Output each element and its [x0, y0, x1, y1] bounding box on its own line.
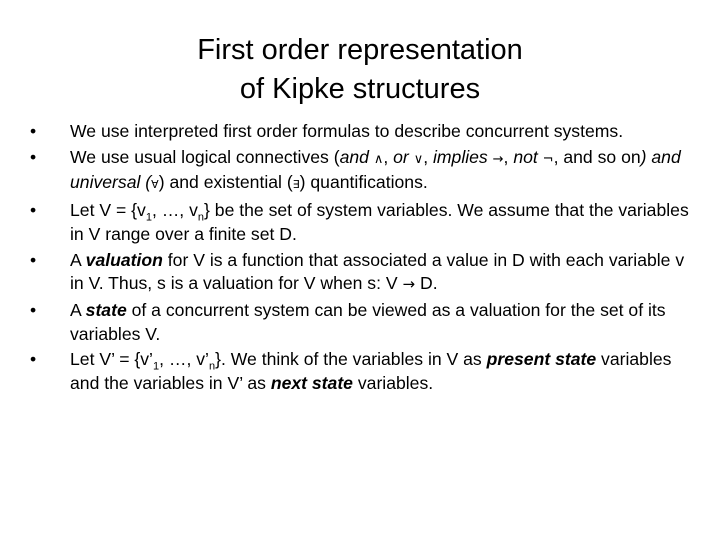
bullet-text: , …, v’ — [159, 349, 209, 370]
bullet-text: We use interpreted first order formulas to describe concurrent systems. — [70, 121, 624, 141]
bullet-text: ) and universal ( — [70, 146, 681, 193]
connective-or-word: or — [393, 146, 409, 167]
subscript: n — [197, 211, 205, 224]
bullet-text: } be the set of system variables. We assume that the variables in V range over a finite set D. — [70, 200, 689, 244]
bullet-item — [30, 348, 700, 395]
arrow-symbol: → — [402, 275, 416, 294]
not-symbol: ¬ — [542, 151, 554, 167]
term-state: state — [85, 300, 127, 321]
bullet-item — [30, 249, 700, 297]
bullet-text: ) quantifications. — [299, 172, 428, 193]
subscript: 1 — [152, 360, 160, 373]
bullet-text: A — [70, 249, 86, 270]
bullet-list — [30, 120, 700, 398]
term-next-state: next state — [270, 372, 353, 393]
connective-and-word: and — [339, 146, 369, 167]
separator: , — [503, 146, 514, 167]
subscript: n — [208, 360, 216, 373]
bullet-text: We use usual logical connectives ( — [70, 146, 340, 167]
bullet-text: , and so on — [553, 146, 641, 167]
bullet-text: variables and the variables in V’ as — [70, 349, 672, 393]
bullet-item — [30, 199, 700, 246]
bullet-text: variables. — [352, 372, 434, 393]
bullet-text: A — [70, 300, 86, 321]
bullet-marker: • — [30, 121, 37, 141]
bullet-text: ) and existential ( — [158, 172, 293, 193]
bullet-marker: • — [30, 349, 37, 370]
title-line-2: of Kipke structures — [239, 73, 481, 105]
separator: , — [423, 146, 433, 167]
slide-title — [0, 31, 720, 109]
bullet-text: }. We think of the variables in V as — [215, 349, 487, 370]
or-symbol: ∨ — [413, 151, 424, 167]
bullet-marker: • — [30, 200, 37, 221]
bullet-marker: • — [30, 146, 37, 167]
subscript: 1 — [145, 211, 152, 224]
connective-implies-word: implies — [432, 146, 488, 167]
forall-symbol: ∀ — [151, 178, 159, 192]
bullet-text: D. — [415, 273, 438, 294]
bullet-item — [30, 120, 700, 144]
bullet-item — [30, 146, 700, 197]
bullet-marker: • — [30, 300, 37, 321]
and-symbol: ∧ — [373, 151, 384, 167]
connective-not-word: not — [513, 146, 538, 167]
bullet-text: , …, v — [151, 200, 198, 221]
bullet-text: Let V = {v — [70, 200, 146, 221]
implies-symbol: → — [492, 151, 504, 167]
term-present-state: present state — [486, 349, 597, 370]
separator: , — [383, 146, 394, 167]
bullet-item — [30, 299, 700, 346]
bullet-text: Let V’ = {v’ — [70, 349, 153, 370]
title-line-1: First order representation — [197, 34, 523, 66]
exists-symbol: ∃ — [292, 178, 300, 192]
bullet-marker: • — [30, 249, 37, 270]
bullet-text: for V is a function that associated a value in D with each variable v in V. Thus, s is a valuation for V when s: V — [70, 249, 685, 294]
term-valuation: valuation — [85, 249, 163, 270]
bullet-text: of a concurrent system can be viewed as a valuation for the set of its variables V. — [70, 300, 666, 344]
